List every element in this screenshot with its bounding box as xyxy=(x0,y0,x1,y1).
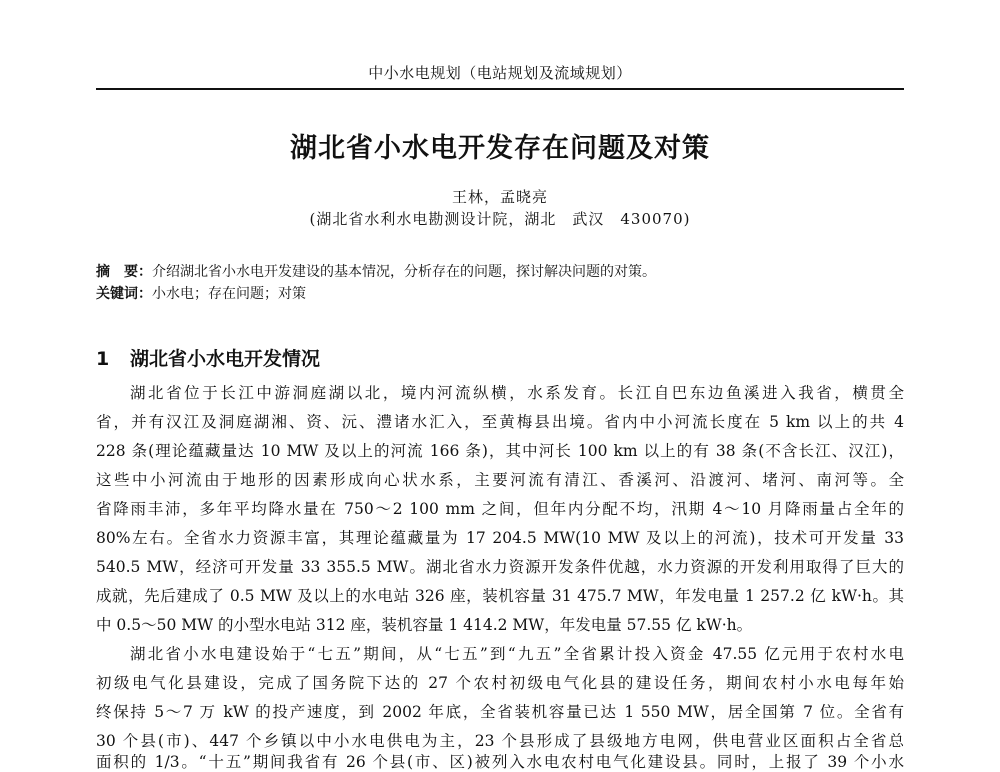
body-line: 初级电气化县建设，完成了国务院下达的 27 个农村初级电气化县的建设任务，期间农村小水电每年始 xyxy=(96,674,904,692)
body-line: 这些中小河流由于地形的因素形成向心状水系，主要河流有清江、香溪河、沿渡河、堵河、南河等。全 xyxy=(96,471,904,489)
body-line: 成就，先后建成了 0.5 MW 及以上的水电站 326 座，装机容量 31 475.7 MW，年发电量 1 257.2 亿 kW·h。其 xyxy=(96,587,904,605)
running-header: 中小水电规划（电站规划及流域规划） xyxy=(368,64,632,82)
body-line: 面积的 1/3。“十五”期间我省有 26 个县(市、区)被列入水电农村电气化建设县。同时，上报了 39 个小水 xyxy=(96,753,904,771)
section-title: 湖北省小水电开发情况 xyxy=(130,348,321,370)
body-line: 省降雨丰沛，多年平均降水量在 750～2 100 mm 之间，但年内分配不均，汛期 4～10 月降雨量占全年的 xyxy=(96,500,904,518)
keywords xyxy=(96,283,904,303)
header-rule xyxy=(96,88,904,90)
keywords-text: 小水电；存在问题；对策 xyxy=(152,286,306,302)
body-line: 540.5 MW，经济可开发量 33 355.5 MW。湖北省水力资源开发条件优越，水力资源的开发利用取得了巨大的 xyxy=(96,558,904,576)
body-line: 228 条(理论蕴藏量达 10 MW 及以上的河流 166 条)，其中河长 100 km 以上的有 38 条(不含长江、汉江)， xyxy=(96,442,904,460)
keywords-label: 关键词： xyxy=(96,286,152,302)
article-title: 湖北省小水电开发存在问题及对策 xyxy=(290,133,710,164)
body-line: 湖北省位于长江中游洞庭湖以北，境内河流纵横，水系发育。长江自巴东边鱼溪进入我省，横贯全 xyxy=(130,384,904,402)
article-authors: 王林，孟晓亮 xyxy=(451,188,548,206)
body-line: 30 个县(市)、447 个乡镇以中小水电供电为主，23 个县形成了县级地方电网，供电营业区面积占全省总 xyxy=(96,732,904,750)
section-heading xyxy=(96,344,320,371)
abstract-text: 介绍湖北省小水电开发建设的基本情况，分析存在的问题，探讨解决问题的对策。 xyxy=(152,264,656,280)
body-line: 中 0.5～50 MW 的小型水电站 312 座，装机容量 1 414.2 MW，年发电量 57.55 亿 kW·h。 xyxy=(96,616,753,634)
abstract xyxy=(96,261,904,281)
body-line: 省，并有汉江及洞庭湖湘、资、沅、澧诸水汇入，至黄梅县出境。省内中小河流长度在 5 km 以上的共 4 xyxy=(96,413,904,431)
abstract-label: 摘 要： xyxy=(96,264,152,280)
body-line: 终保持 5～7 万 kW 的投产速度，到 2002 年底，全省装机容量已达 1 550 MW，居全国第 7 位。全省有 xyxy=(96,703,904,721)
section-number: 1 xyxy=(96,348,110,370)
article-affiliation: (湖北省水利水电勘测设计院，湖北 武汉 430070) xyxy=(309,210,691,228)
body-line: 湖北省小水电建设始于“七五”期间，从“七五”到“九五”全省累计投入资金 47.55 亿元用于农村水电 xyxy=(130,645,904,663)
body-line: 80%左右。全省水力资源丰富，其理论蕴藏量为 17 204.5 MW(10 MW 及以上的河流)，技术可开发量 33 xyxy=(96,529,904,547)
